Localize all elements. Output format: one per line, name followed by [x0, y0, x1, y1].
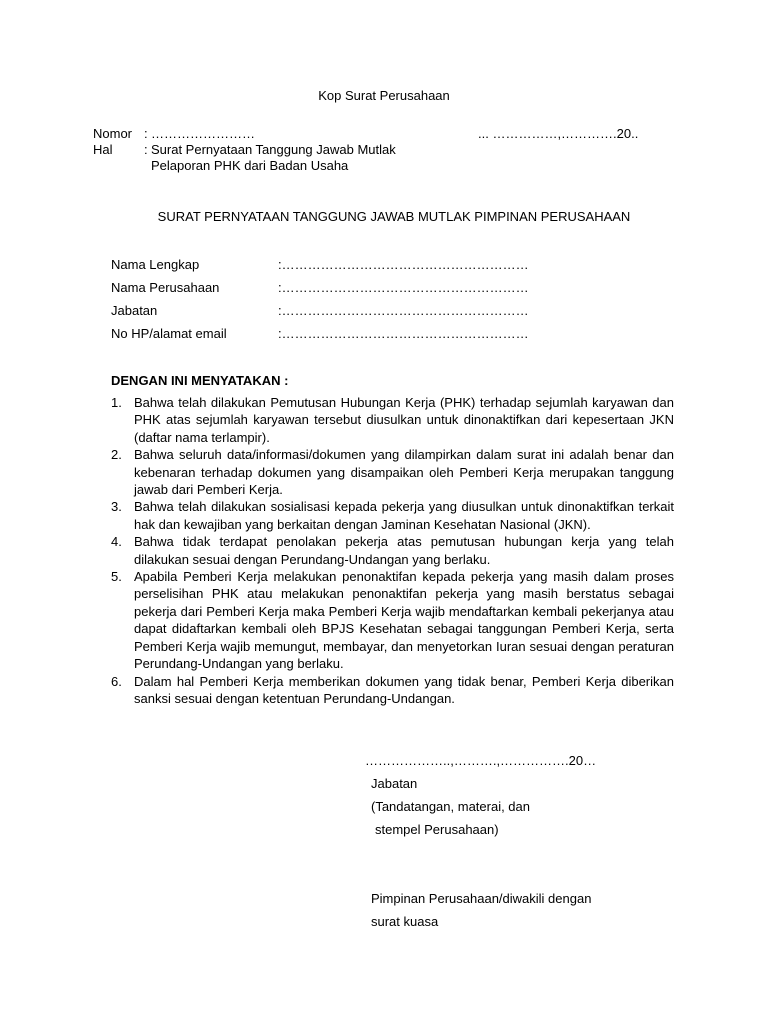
statement-number: 2. — [111, 447, 122, 463]
statement-text: Bahwa telah dilakukan sosialisasi kepada pekerja yang diusulkan untuk dinonaktifkan terkait hak dan kewajiban yang berkaitan dengan Jaminan Kesehatan Nasional (JKN). — [134, 499, 674, 532]
field-value-contact: :………………………………………………… — [278, 326, 529, 341]
field-value-nama-lengkap: :………………………………………………… — [278, 257, 529, 272]
statement-item — [111, 533, 674, 568]
statement-number: 4. — [111, 534, 122, 550]
statement-number: 5. — [111, 569, 122, 585]
signer-line-2: surat kuasa — [371, 914, 439, 929]
statement-text: Bahwa seluruh data/informasi/dokumen yang dilampirkan dalam surat ini adalah benar dan kebenaran terhadap dokumen yang disampaikan oleh Pemberi Kerja merupakan tanggung jawab dari Pemberi Kerja. — [134, 447, 674, 498]
statement-item — [111, 394, 674, 446]
field-label-jabatan: Jabatan — [111, 303, 158, 318]
statement-item — [111, 498, 674, 533]
hal-colon: : — [144, 142, 148, 157]
nomor-value: …………………… — [151, 126, 255, 141]
statement-text: Bahwa telah dilakukan Pemutusan Hubungan Kerja (PHK) terhadap sejumlah karyawan dan PHK atas sejumlah karyawan tersebut diusulkan untuk dinonaktifkan dari kepesertaan JKN (daftar nama terlampir). — [134, 395, 674, 445]
statement-item — [111, 568, 674, 672]
statement-number: 1. — [111, 395, 122, 410]
field-value-jabatan: :………………………………………………… — [278, 303, 529, 318]
statement-text: Dalam hal Pemberi Kerja memberikan dokumen yang tidak benar, Pemberi Kerja diberikan sanksi sesuai dengan ketentuan Perundang-Undangan. — [134, 673, 674, 706]
statement-item — [111, 673, 674, 708]
field-label-nama-perusahaan: Nama Perusahaan — [111, 280, 220, 295]
hal-label: Hal — [93, 142, 113, 157]
declaration-heading: DENGAN INI MENYATAKAN : — [111, 373, 289, 388]
signer-line-1: Pimpinan Perusahaan/diwakili dengan — [371, 891, 592, 906]
header-place-date: ... ……………,………….20.. — [478, 126, 639, 141]
statement-list — [111, 394, 674, 707]
signature-note-line-1: (Tandatangan, materai, dan — [371, 799, 530, 814]
letterhead: Kop Surat Perusahaan — [318, 88, 450, 103]
statement-number: 6. — [111, 673, 122, 689]
statement-text: Bahwa tidak terdapat penolakan pekerja atas pemutusan hubungan kerja yang telah dilakukan sesuai dengan Perundang-Undangan yang berlaku. — [134, 534, 674, 567]
field-label-contact: No HP/alamat email — [111, 326, 227, 341]
signature-position: Jabatan — [371, 776, 418, 791]
document-title: SURAT PERNYATAAN TANGGUNG JAWAB MUTLAK PIMPINAN PERUSAHAAN — [157, 209, 631, 224]
field-label-nama-lengkap: Nama Lengkap — [111, 257, 200, 272]
hal-subject-line-1: Surat Pernyataan Tanggung Jawab Mutlak — [151, 142, 396, 157]
signature-note-line-2: stempel Perusahaan) — [375, 822, 499, 837]
field-value-nama-perusahaan: :………………………………………………… — [278, 280, 529, 295]
signature-place-date: ………………..,……….,…………….20… — [365, 753, 597, 768]
statement-number: 3. — [111, 499, 122, 515]
nomor-colon: : — [144, 126, 148, 141]
statement-text: Apabila Pemberi Kerja melakukan penonaktifan kepada pekerja yang masih dalam proses perselisihan PHK atau melakukan penonaktifan pekerja yang masih berstatus sebagai pekerja dari Pemberi Kerja maka Pemberi Kerja wajib mendaftarkan kembali pekerjanya atau dapat didaftarkan kembali oleh BPJS Kesehatan sebagai tanggungan Pemberi Kerja, serta Pemberi Kerja wajib memungut, membayar, dan menyetorkan Iuran sesuai dengan peraturan Perundang-Undangan yang berlaku. — [134, 569, 674, 672]
nomor-label: Nomor — [93, 126, 133, 141]
statement-item — [111, 446, 674, 498]
hal-subject-line-2: Pelaporan PHK dari Badan Usaha — [151, 158, 349, 173]
